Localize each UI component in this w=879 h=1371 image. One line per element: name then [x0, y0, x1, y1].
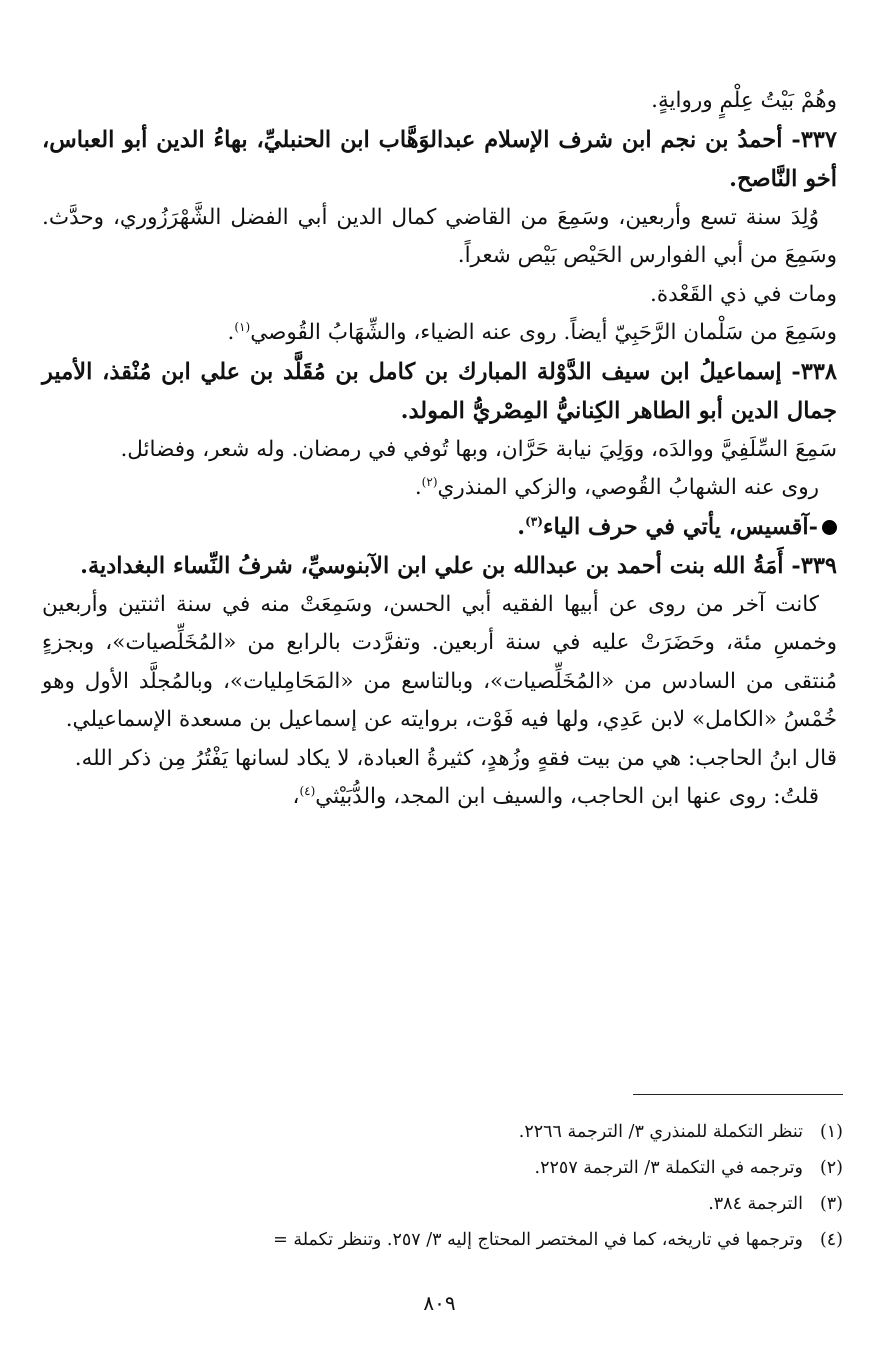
paragraph [42, 469, 837, 508]
footnote-text: الترجمة ٣٨٤. [708, 1194, 803, 1214]
paragraph [42, 82, 837, 121]
punctuation: . [517, 513, 526, 540]
paragraph-text: ومات في ذي القَعْدة. [650, 281, 837, 307]
footnote-marker: (١) [234, 319, 251, 334]
punctuation: . [414, 475, 422, 500]
entry-number: ٣٣٨- [791, 358, 837, 385]
main-text [42, 82, 837, 817]
cross-reference [42, 508, 837, 547]
entry-title: أَمَةُ الله بنت أحمد بن عبدالله بن علي ابن الآبنوسيِّ، شرفُ النِّساء البغدادية. [80, 552, 784, 579]
footnotes [36, 1114, 843, 1258]
footnote-marker: (٣) [525, 514, 543, 528]
footnote-text: وترجمها في تاريخه، كما في المختصر المحتاج إليه ٣/ ٢٥٧. وتنظر تكملة = [273, 1230, 803, 1250]
punctuation: . [227, 320, 235, 345]
footnote-marker: (٤) [299, 783, 316, 798]
entry-number: ٣٣٧- [791, 126, 837, 153]
footnote-number: (١) [819, 1122, 843, 1142]
paragraph-text: وهُمْ بَيْتُ عِلْمٍ وروايةٍ. [651, 88, 837, 113]
entry-heading [42, 547, 837, 586]
entry-number: ٣٣٩- [791, 552, 837, 579]
footnote [36, 1222, 843, 1258]
entry-heading [42, 353, 837, 431]
paragraph [42, 314, 837, 353]
footnote-text: وترجمه في التكملة ٣/ الترجمة ٢٢٥٧. [534, 1158, 803, 1178]
footnote-number: (٢) [819, 1158, 843, 1178]
paragraph-text: قلتُ: روى عنها ابن الحاجب، والسيف ابن المجد، والدُّبَيْثي [315, 784, 819, 809]
paragraph-text: قال ابنُ الحاجب: هي من بيت فقهٍ وزُهدٍ، كثيرةُ العبادة، لا يكاد لسانها يَفْتُرُ مِن ذكر الله. [74, 745, 837, 771]
paragraph [42, 276, 837, 315]
footnote [36, 1114, 843, 1150]
footnote-number: (٣) [819, 1194, 843, 1214]
paragraph-text: وسَمِعَ من سَلْمان الرَّحَبِيّ أيضاً. روى عنه الضياء، والشِّهَابُ القُوصي [250, 320, 837, 345]
punctuation: ، [292, 784, 300, 809]
entry-title: إسماعيلُ ابن سيف الدَّوْلة المبارك بن كامل بن مُقَلَّد بن علي ابن مُنْقذ، الأمير جمال الدين أبو الطاهر الكِنانيُّ المِصْريُّ المولد. [42, 358, 837, 424]
paragraph-text: كانت آخر من روى عن أبيها الفقيه أبي الحسن، وسَمِعَتْ منه في سنة اثنتين وأربعين وخمسِ مئة، وحَضَرَتْ عليه في سنة أربعين. وتفرَّدت بالرابع من «المُخَلِّصيات»، وبجزءٍ مُنتقى من السادس من «المُخَلِّصيات»، وبالتاسع من «المَحَامِليات»، وبالمُجلَّد الأول وهو خُمْسُ «الكامل» لابن عَدِي، ولها فيه فَوْت، بروايته عن إسماعيل بن مسعدة الإسماعيلي. [42, 591, 837, 732]
footnote [36, 1186, 843, 1222]
page-number: ٨٠٩ [423, 1291, 456, 1315]
paragraph [42, 199, 837, 276]
cross-reference-text: -آقسيس، يأتي في حرف الياء [542, 513, 818, 540]
footnote [36, 1150, 843, 1186]
paragraph [42, 431, 837, 470]
entry-title: أحمدُ بن نجم ابن شرف الإسلام عبدالوَهَّاب ابن الحنبليِّ، بهاءُ الدين أبو العباس، أخو النَّاصح. [42, 126, 837, 192]
paragraph [42, 740, 837, 779]
paragraph [42, 778, 837, 817]
footnote-marker: (٢) [421, 474, 438, 489]
footnote-separator [633, 1094, 843, 1095]
footnote-text: تنظر التكملة للمنذري ٣/ الترجمة ٢٢٦٦. [518, 1122, 803, 1142]
paragraph-text: سَمِعَ السِّلَفِيَّ ووالدَه، ووَلِيَ نيابة حَرَّان، وبها تُوفي في رمضان. وله شعر، وفضائل. [120, 436, 837, 462]
footnote-number: (٤) [819, 1230, 843, 1250]
paragraph [42, 586, 837, 740]
paragraph-text: وُلِدَ سنة تسع وأربعين، وسَمِعَ من القاضي كمال الدين أبي الفضل الشَّهْرَزُوري، وحدَّث. وسَمِعَ من أبي الفوارس الحَيْص بَيْص شعراً. [42, 204, 837, 268]
entry-heading [42, 121, 837, 199]
paragraph-text: روى عنه الشهابُ القُوصي، والزكي المنذري [437, 475, 819, 500]
bullet-dot [822, 520, 837, 535]
